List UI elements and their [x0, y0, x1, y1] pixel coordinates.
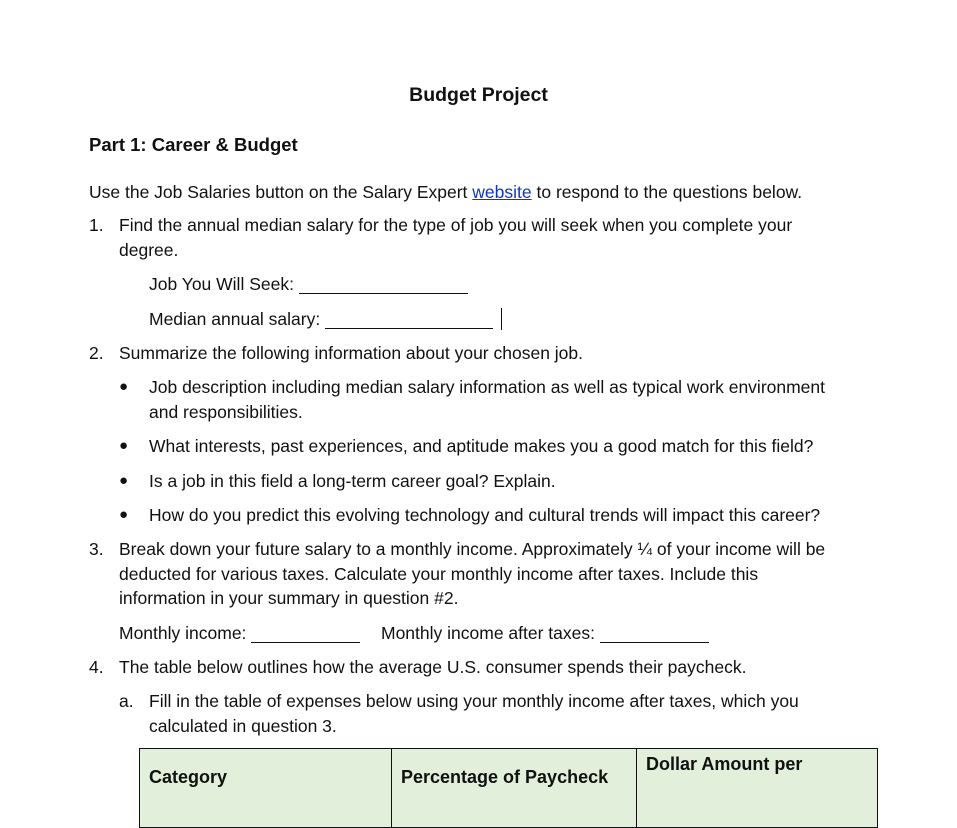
question-text-continued: information in your summary in question #2. — [119, 588, 459, 608]
salary-field-label: Median annual salary: — [149, 309, 321, 329]
question-text: The table below outlines how the average U.S. consumer spends their paycheck. — [119, 657, 747, 677]
question-number: 2. — [89, 343, 104, 363]
header-category: Category — [140, 749, 392, 828]
monthly-income-label: Monthly income: — [119, 623, 247, 643]
after-tax-label: Monthly income after taxes: — [381, 623, 595, 643]
question-text: Summarize the following information about your chosen job. — [119, 343, 583, 363]
bullet-icon: ● — [119, 437, 129, 454]
job-blank-field[interactable] — [299, 276, 468, 294]
question-text-continued: degree. — [119, 240, 179, 260]
question-number: 1. — [89, 215, 104, 235]
bullet-icon: ● — [119, 378, 129, 395]
sub-question-text: Fill in the table of expenses below using your monthly income after taxes, which you — [149, 691, 799, 711]
bullet-text-continued: and responsibilities. — [149, 402, 303, 422]
bullet-text: How do you predict this evolving technology and cultural trends will impact this career? — [149, 505, 821, 525]
expense-table — [139, 748, 878, 828]
sub-question-text-continued: calculated in question 3. — [149, 716, 337, 736]
part-heading: Part 1: Career & Budget — [89, 134, 298, 155]
intro-text-before: Use the Job Salaries button on the Salary Expert — [89, 182, 473, 202]
question-text-continued: deducted for various taxes. Calculate your monthly income after taxes. Include this — [119, 564, 759, 584]
intro-text-after: to respond to the questions below. — [531, 182, 803, 202]
bullet-text: What interests, past experiences, and aptitude makes you a good match for this field? — [149, 436, 814, 456]
question-number: 4. — [89, 657, 104, 677]
bullet-text: Is a job in this field a long-term career goal? Explain. — [149, 471, 556, 491]
text-cursor — [501, 308, 502, 330]
bullet-icon: ● — [119, 506, 129, 523]
table-header-row — [140, 749, 878, 828]
header-percentage: Percentage of Paycheck — [392, 749, 637, 828]
sub-question-letter: a. — [119, 691, 134, 711]
bullet-text: Job description including median salary information as well as typical work environment — [149, 377, 826, 397]
header-dollar-amount: Dollar Amount per — [637, 749, 878, 828]
document-title: Budget Project — [409, 84, 548, 106]
question-number: 3. — [89, 539, 104, 559]
bullet-icon: ● — [119, 472, 129, 489]
job-field-label: Job You Will Seek: — [149, 274, 294, 294]
question-text: Find the annual median salary for the type of job you will seek when you complete your — [119, 215, 793, 235]
question-text: Break down your future salary to a monthly income. Approximately ¼ of your income will be — [119, 539, 826, 559]
monthly-income-blank[interactable] — [251, 625, 360, 643]
website-link[interactable]: website — [472, 182, 532, 202]
after-tax-blank[interactable] — [600, 625, 709, 643]
salary-blank-field[interactable] — [325, 311, 493, 329]
